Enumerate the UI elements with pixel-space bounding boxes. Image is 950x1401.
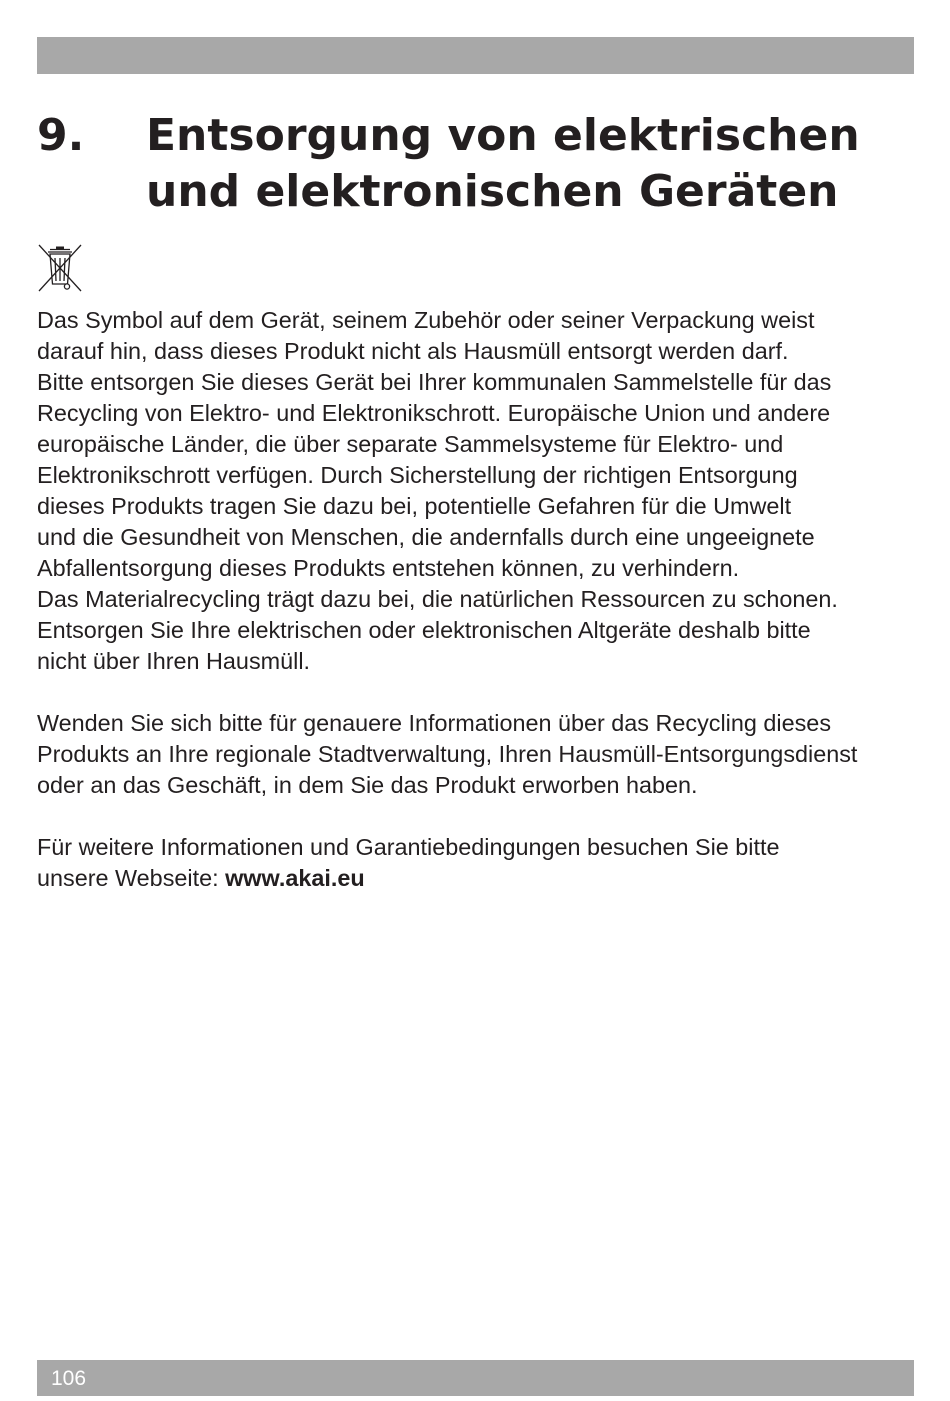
text-line: nicht über Ihren Hausmüll. [37,648,311,674]
section-title-line-2: und elektronischen Geräten [146,166,839,217]
page-number: 106 [51,1367,87,1390]
text-line: europäische Länder, die über separate Sammelsysteme für Elektro- und [37,431,784,457]
text-line [37,863,937,894]
text-line: darauf hin, dass dieses Produkt nicht als Hausmüll entsorgt werden darf. [37,338,789,364]
section-number: 9. [37,110,85,161]
paragraph-recycling-info [37,708,937,801]
text-line: Abfallentsorgung dieses Produkts entstehen können, zu verhindern. [37,555,740,581]
text-line: Recycling von Elektro- und Elektronikschrott. Europäische Union und andere [37,400,831,426]
paragraph-spacer [37,677,937,708]
paragraph-disposal [37,305,937,677]
text-line: Entsorgen Sie Ihre elektrischen oder elektronischen Altgeräte deshalb bitte [37,617,811,643]
section-title [146,108,926,220]
text-line: Wenden Sie sich bitte für genauere Informationen über das Recycling dieses [37,710,832,736]
website-label: unsere Webseite: [37,865,226,891]
text-line: Für weitere Informationen und Garantiebedingungen besuchen Sie bitte [37,834,780,860]
text-line: und die Gesundheit von Menschen, die andernfalls durch eine ungeeignete [37,524,815,550]
text-line: dieses Produkts tragen Sie dazu bei, potentielle Gefahren für die Umwelt [37,493,792,519]
body-text [37,305,937,894]
text-line: Produkts an Ihre regionale Stadtverwaltung, Ihren Hausmüll-Entsorgungsdienst [37,741,858,767]
text-line: Elektronikschrott verfügen. Durch Sicherstellung der richtigen Entsorgung [37,462,798,488]
section-title-line-1: Entsorgung von elektrischen [146,110,860,161]
crossed-out-wheelie-bin-icon [37,243,83,293]
header-bar [37,37,914,74]
paragraph-warranty-info [37,832,937,894]
website-link[interactable]: www.akai.eu [225,865,365,891]
footer-bar [37,1360,914,1396]
text-line: Das Symbol auf dem Gerät, seinem Zubehör oder seiner Verpackung weist [37,307,815,333]
paragraph-spacer [37,801,937,832]
text-line: Das Materialrecycling trägt dazu bei, die natürlichen Ressourcen zu schonen. [37,586,838,612]
text-line: oder an das Geschäft, in dem Sie das Produkt erworben haben. [37,772,698,798]
text-line: Bitte entsorgen Sie dieses Gerät bei Ihrer kommunalen Sammelstelle für das [37,369,832,395]
